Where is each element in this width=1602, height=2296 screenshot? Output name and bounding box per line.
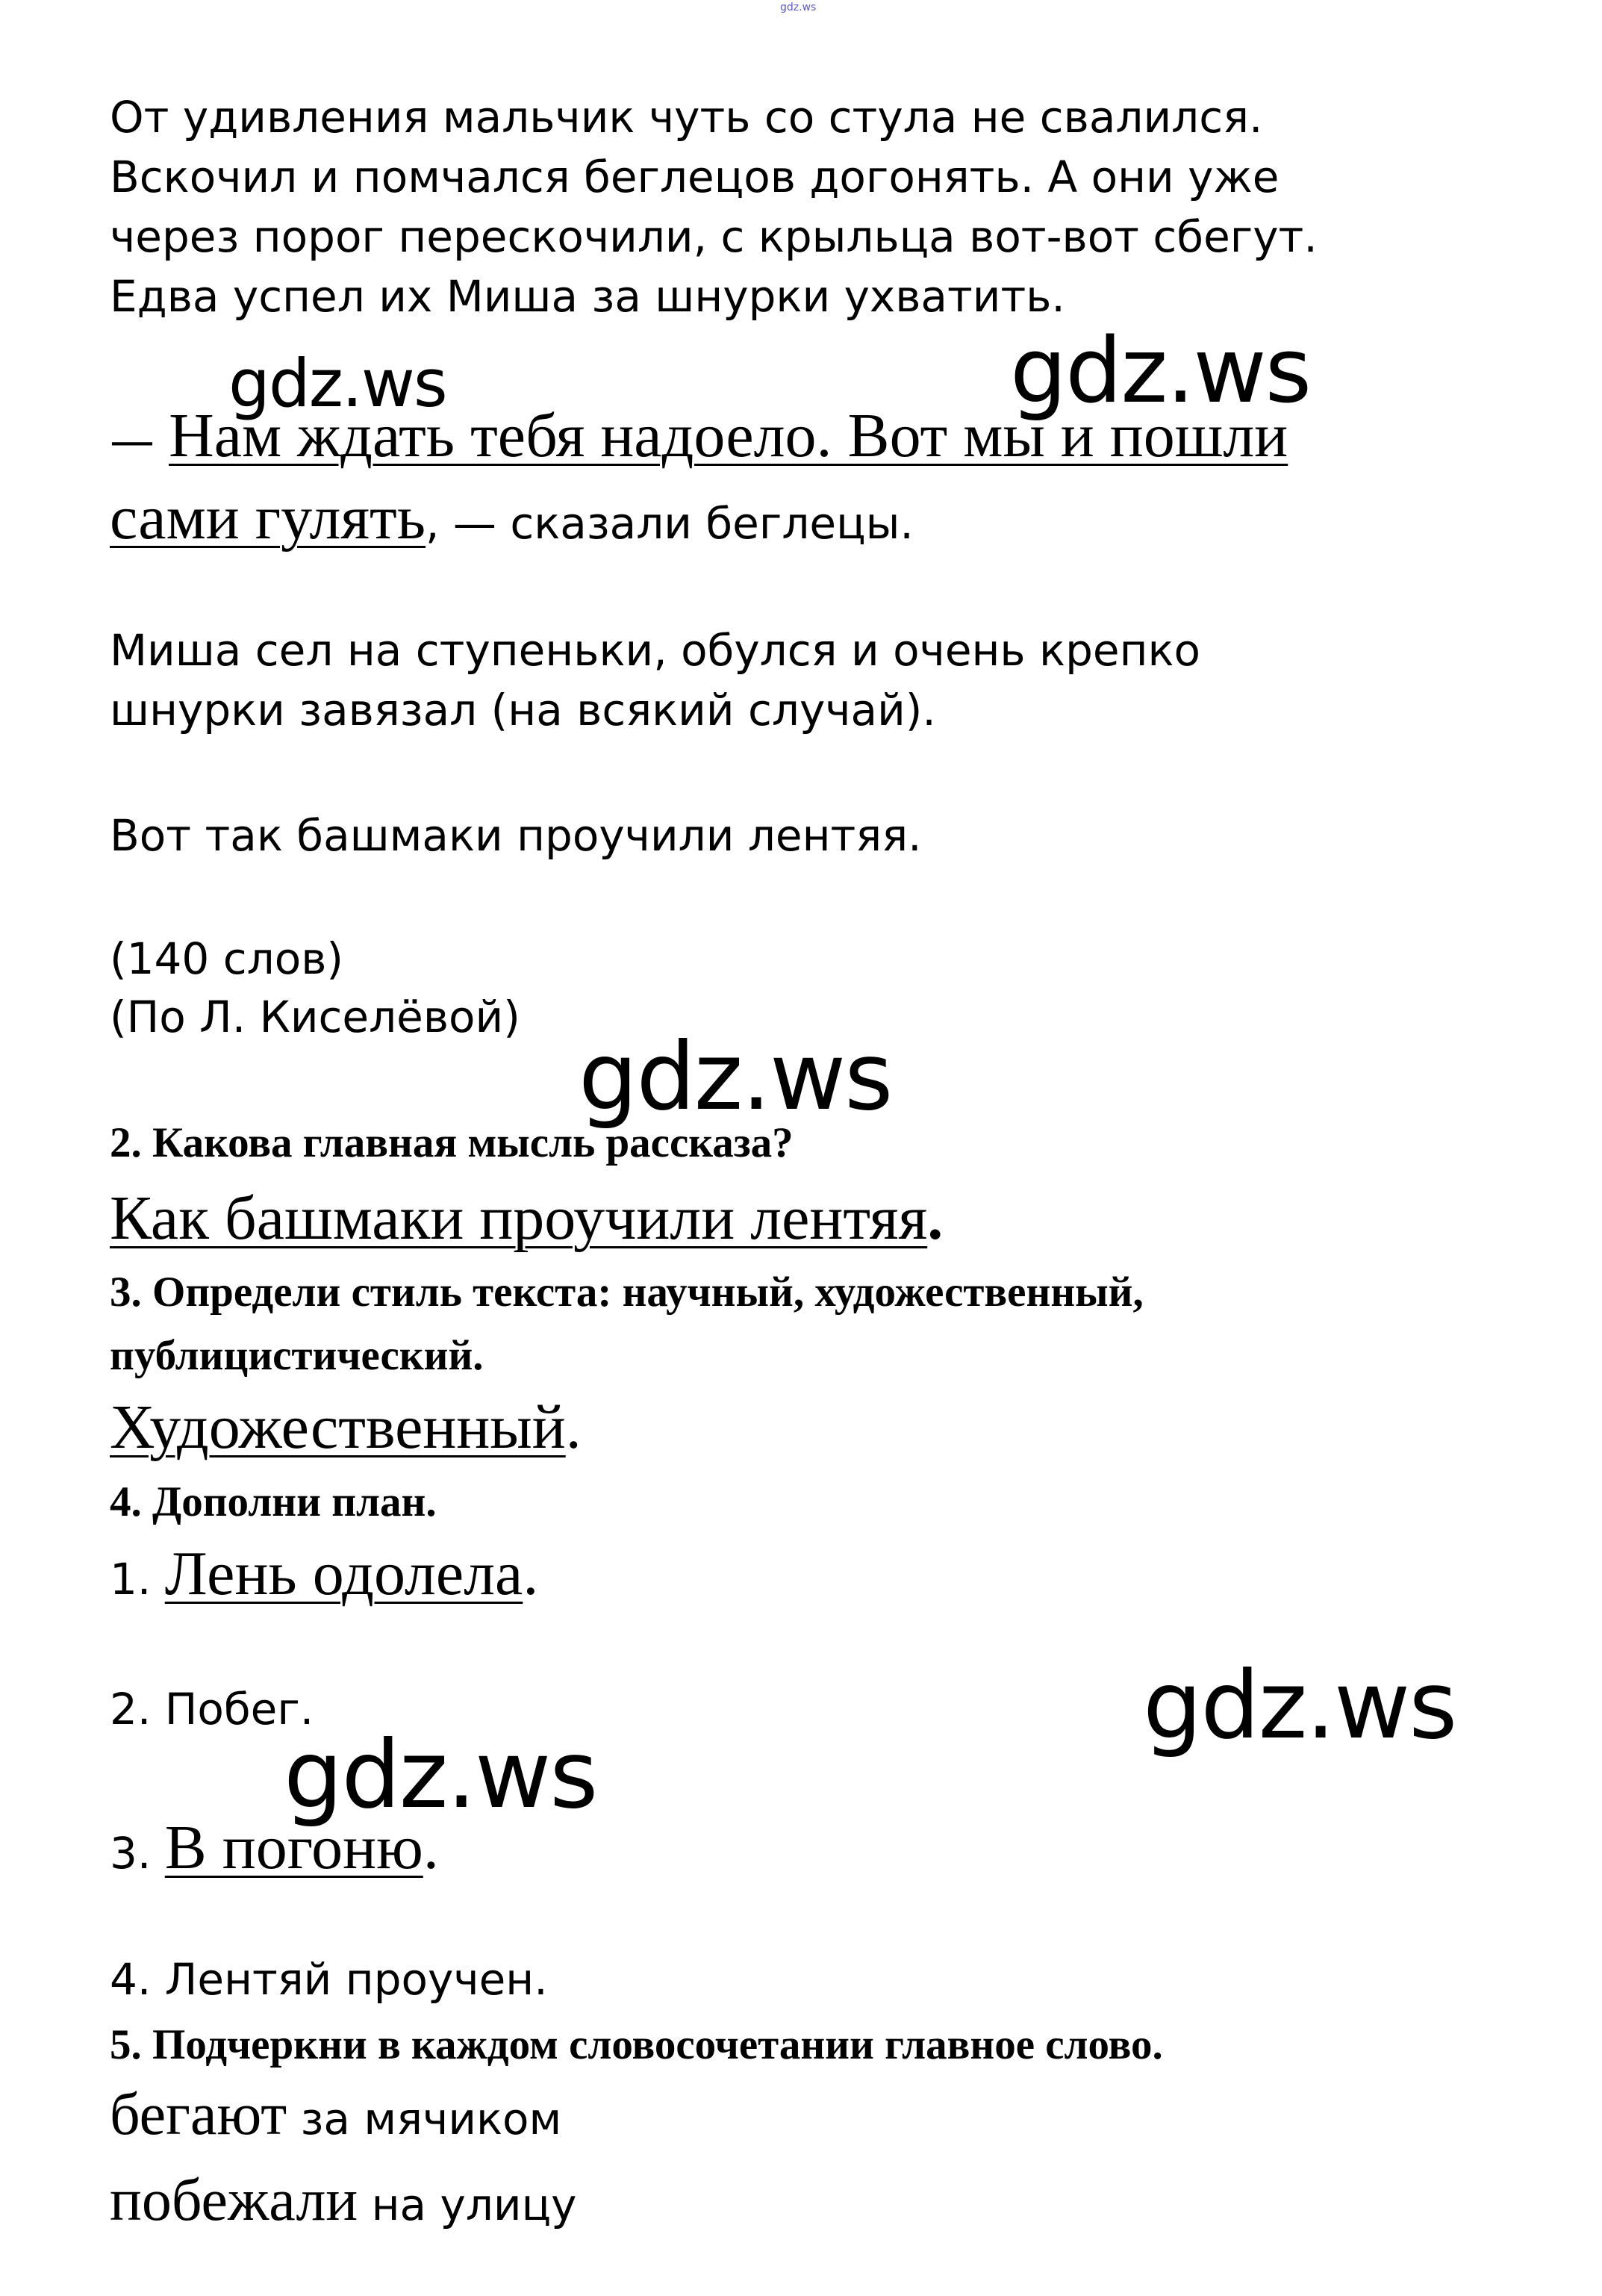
dialog-tail: , — сказали беглецы.	[426, 498, 914, 549]
watermark-3: gdz.ws	[579, 1023, 892, 1131]
plan-item-2-num: 2.	[110, 1684, 165, 1735]
q5-phrase-2-dependent: на улицу	[358, 2180, 577, 2230]
q5-phrase-2-main: побежали	[110, 2168, 358, 2233]
dialog-line-2	[110, 483, 914, 553]
source: (По Л. Киселёвой)	[110, 992, 520, 1042]
plan-item-2-text: Побег.	[164, 1684, 314, 1735]
q2-answer-end: .	[927, 1183, 944, 1253]
watermark-2: gdz.ws	[1010, 320, 1311, 423]
q5-phrase-2	[110, 2168, 577, 2233]
q2-answer-line	[110, 1183, 944, 1253]
q3-question-line-1: 3. Определи стиль текста: научный, художественный,	[110, 1269, 1144, 1316]
plan-item-3-end: .	[423, 1813, 439, 1882]
story-line-1: От удивления мальчик чуть со стула не свалился.	[110, 92, 1263, 143]
story-line-3: через порог перескочили, с крыльца вот-вот сбегут.	[110, 211, 1318, 262]
plan-item-1-text: Лень одолела	[164, 1539, 523, 1608]
watermark-1: gdz.ws	[228, 345, 446, 422]
story-line-2: Вскочил и помчался беглецов догонять. А они уже	[110, 152, 1280, 202]
watermark-4: gdz.ws	[1143, 1652, 1456, 1760]
q3-answer-end: .	[565, 1393, 582, 1462]
plan-item-1	[110, 1539, 539, 1608]
q4-question: 4. Дополни план.	[110, 1478, 437, 1525]
plan-item-4-text: Лентяй проучен.	[164, 1954, 548, 2005]
watermark-5: gdz.ws	[284, 1721, 597, 1829]
plan-item-3-text: В погоню	[164, 1813, 423, 1882]
q2-question: 2. Какова главная мысль рассказа?	[110, 1119, 794, 1166]
plan-item-4	[110, 1954, 548, 2005]
plan-item-1-end: .	[523, 1539, 539, 1608]
q3-answer: Художественный	[110, 1393, 566, 1462]
plan-item-4-num: 4.	[110, 1954, 165, 2005]
q2-answer: Как башмаки проучили лентяя	[110, 1183, 928, 1253]
plan-item-3-num: 3.	[110, 1828, 165, 1879]
dialog-handwritten-1: Нам ждать тебя надоело. Вот мы и пошли	[169, 401, 1288, 470]
para3: Вот так башмаки проучили лентяя.	[110, 810, 922, 861]
q5-phrase-1-main: бегают	[110, 2082, 287, 2147]
q3-question-line-2: публицистический.	[110, 1332, 484, 1379]
para2-line-1: Миша сел на ступеньки, обулся и очень крепко	[110, 625, 1201, 676]
plan-item-1-num: 1.	[110, 1554, 165, 1605]
q5-question: 5. Подчеркни в каждом словосочетании главное слово.	[110, 2021, 1163, 2068]
para2-line-2: шнурки завязал (на всякий случай).	[110, 685, 936, 735]
dialog-dash: —	[110, 415, 169, 467]
q3-answer-line	[110, 1393, 582, 1462]
top-watermark: gdz.ws	[780, 1, 817, 13]
q5-phrase-1-dependent: за мячиком	[287, 2094, 562, 2144]
word-count: (140 слов)	[110, 933, 344, 984]
story-line-4: Едва успел их Миша за шнурки ухватить.	[110, 271, 1065, 322]
q5-phrase-1	[110, 2082, 562, 2147]
dialog-handwritten-2: сами гулять	[110, 483, 426, 553]
